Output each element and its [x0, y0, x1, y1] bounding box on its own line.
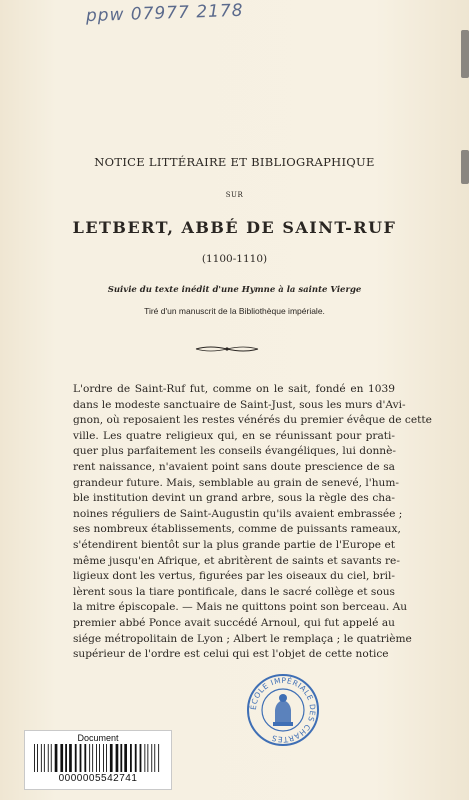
body-line: dans le modeste sanctuaire de Saint-Just, sous les murs d'Avi- [73, 398, 406, 411]
body-line: premier abbé Ponce avait succédé Arnoul, qui fut appelé au [73, 616, 395, 629]
main-title: LETBERT, ABBÉ DE SAINT-RUF [72, 218, 397, 237]
body-line: noines réguliers de Saint-Augustin qu'ils avaient embrassée ; [73, 507, 403, 520]
notice-title: NOTICE LITTÉRAIRE ET BIBLIOGRAPHIQUE [94, 155, 375, 169]
sur-label: SUR [225, 191, 244, 199]
body-line: ses nombreux établissements, comme de puissants rameaux, [73, 523, 401, 536]
barcode-label [24, 730, 172, 790]
body-line: grandeur future. Mais, semblable au grain de senevé, l'hum- [73, 476, 399, 489]
body-line: lèrent sous la tiare pontificale, dans le sacré collège et sous [73, 585, 395, 598]
handwritten-shelfmark: ppw 07977 2178 [85, 0, 244, 27]
body-line: la mitre épiscopale. — Mais ne quittons point son berceau. Au [73, 601, 408, 614]
body-text [73, 382, 432, 663]
date-range: (1100-1110) [201, 253, 268, 265]
svg-text:ÉCOLE IMPÉRIALE DES CHARTES: ÉCOLE IMPÉRIALE DES CHARTES [248, 675, 318, 745]
source-line: Tiré d'un manuscrit de la Bibliothèque impériale. [144, 306, 325, 316]
body-line: quer plus parfaitement les conseils évangéliques, lui donnè- [73, 445, 396, 458]
body-line: rent naissance, n'avaient point sans doute prescience de sa [73, 460, 395, 473]
body-line: s'étendirent bientôt sur la plus grande partie de l'Europe et [73, 538, 395, 551]
library-stamp-seal [245, 670, 321, 750]
body-line: supérieur de l'ordre est celui qui est l'objet de cette notice [73, 648, 389, 661]
barcode-icon [34, 744, 162, 772]
barcode-title: Document [77, 733, 119, 743]
body-line: même jusqu'en Afrique, et abritèrent de saints et savants re- [73, 554, 400, 567]
body-line: ble institution devint un grand arbre, sous la règle des cha- [73, 492, 395, 505]
ornament-divider [194, 344, 260, 354]
barcode-number: 0000005542741 [58, 773, 138, 784]
body-line: siége métropolitain de Lyon ; Albert le remplaça ; le quatrième [73, 632, 412, 645]
subtitle: Suivie du texte inédit d'une Hymne à la sainte Vierge [107, 285, 362, 295]
body-line: ligieux dont les vertus, figurées par les oiseaux du ciel, bril- [73, 570, 395, 583]
body-line: L'ordre de Saint-Ruf fut, comme on le sait, fondé en 1039 [73, 383, 395, 395]
body-line: gnon, où reposaient les restes vénérés du premier évêque de cette [73, 414, 432, 427]
page-edge-mark [461, 30, 469, 78]
body-line: ville. Les quatre religieux qui, en se réunissant pour prati- [73, 429, 395, 442]
